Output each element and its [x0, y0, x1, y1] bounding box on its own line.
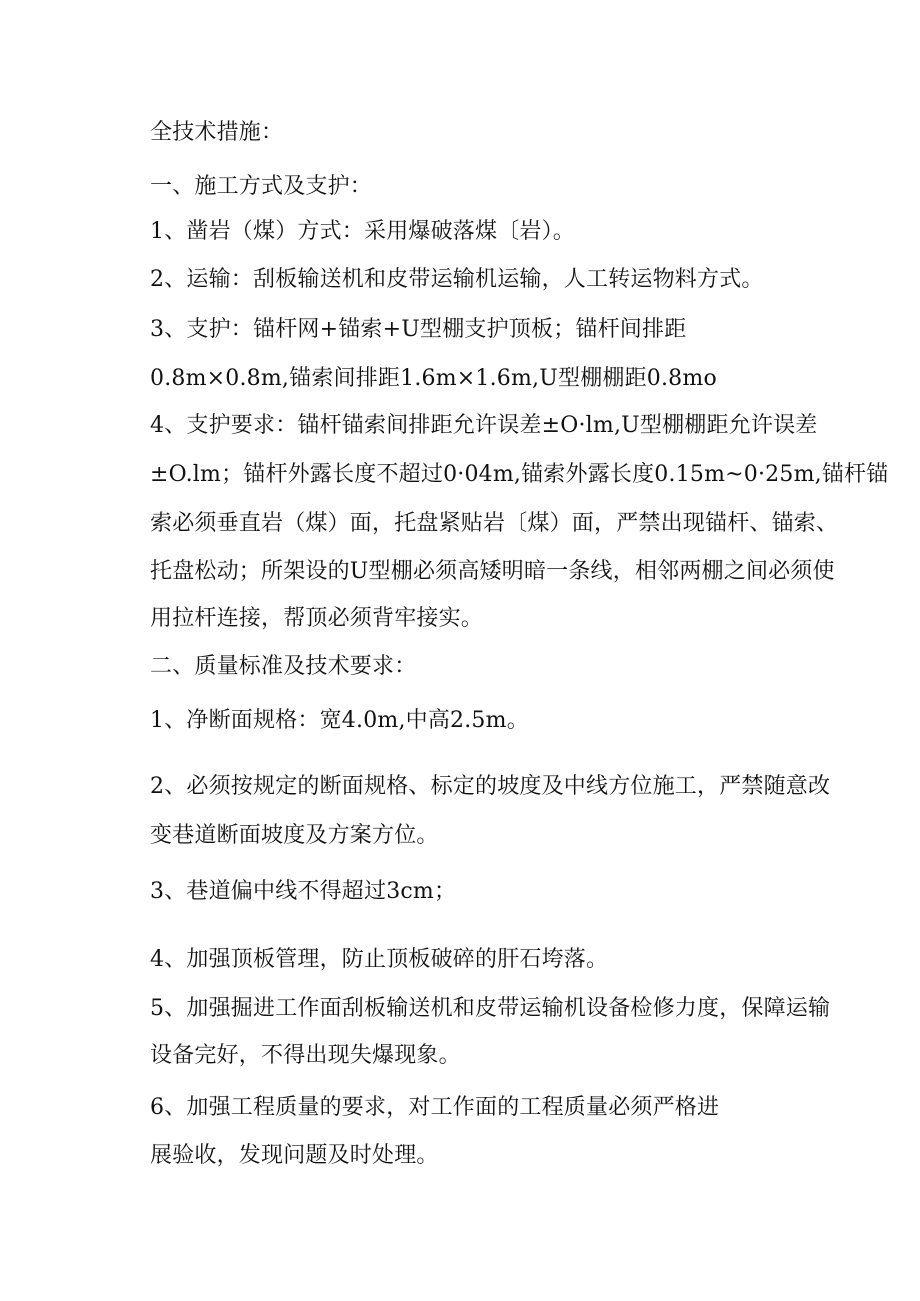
quality-item-2-line-1: 2、必须按规定的断面规格、标定的坡度及中线方位施工，严禁随意改 — [150, 774, 831, 799]
item-3-support-line-2: 0.8m×0.8m,锚索间排距1.6m×1.6m,U型棚棚距0.8mo — [150, 366, 717, 391]
item-4-support-requirements-line-5: 用拉杆连接，帮顶必须背牢接实。 — [150, 606, 484, 631]
item-2-transport: 2、运输：刮板输送机和皮带运输机运输，人工转运物料方式。 — [150, 267, 764, 292]
item-4-support-requirements-line-3: 索必须垂直岩（煤）面，托盘紧贴岩〔煤）面，严禁出现锚杆、锚索、 — [150, 511, 839, 536]
section-2-heading: 二、质量标准及技术要求： — [150, 654, 417, 679]
quality-item-4-roof-management: 4、加强顶板管理，防止顶板破碎的肝石垮落。 — [150, 947, 609, 972]
item-4-support-requirements-line-4: 托盘松动；所架设的U型棚必须高矮明暗一条线，相邻两棚之间必须使 — [150, 559, 835, 584]
quality-item-2-line-2: 变巷道断面坡度及方案方位。 — [150, 823, 439, 848]
quality-item-1-cross-section: 1、净断面规格：宽4.0m,中高2.5m。 — [150, 708, 529, 733]
quality-item-5-line-2: 设备完好，不得出现失爆现象。 — [150, 1043, 461, 1068]
section-1-heading: 一、施工方式及支护： — [150, 174, 373, 199]
item-3-support-line-1: 3、支护：锚杆网+锚索+U型棚支护顶板；锚杆间排距 — [150, 317, 687, 342]
quality-item-5-line-1: 5、加强掘进工作面刮板输送机和皮带运输机设备检修力度，保障运输 — [150, 996, 831, 1021]
item-1-rock-drilling: 1、凿岩（煤）方式：采用爆破落煤〔岩）。 — [150, 219, 575, 244]
section-intro-heading: 全技术措施： — [150, 120, 284, 145]
quality-item-6-line-2: 展验收，发现问题及时处理。 — [150, 1143, 439, 1168]
quality-item-3-centerline: 3、巷道偏中线不得超过3cm； — [150, 879, 457, 904]
quality-item-6-line-1: 6、加强工程质量的要求，对工作面的工程质量必须严格进 — [150, 1095, 720, 1120]
item-4-support-requirements-line-2: ±O.lm；锚杆外露长度不超过0·04m,锚索外露长度0.15m~0·25m,锚杆锚 — [150, 462, 889, 487]
item-4-support-requirements-line-1: 4、支护要求：锚杆锚索间排距允许误差±O·lm,U型棚棚距允许误差 — [150, 413, 818, 438]
